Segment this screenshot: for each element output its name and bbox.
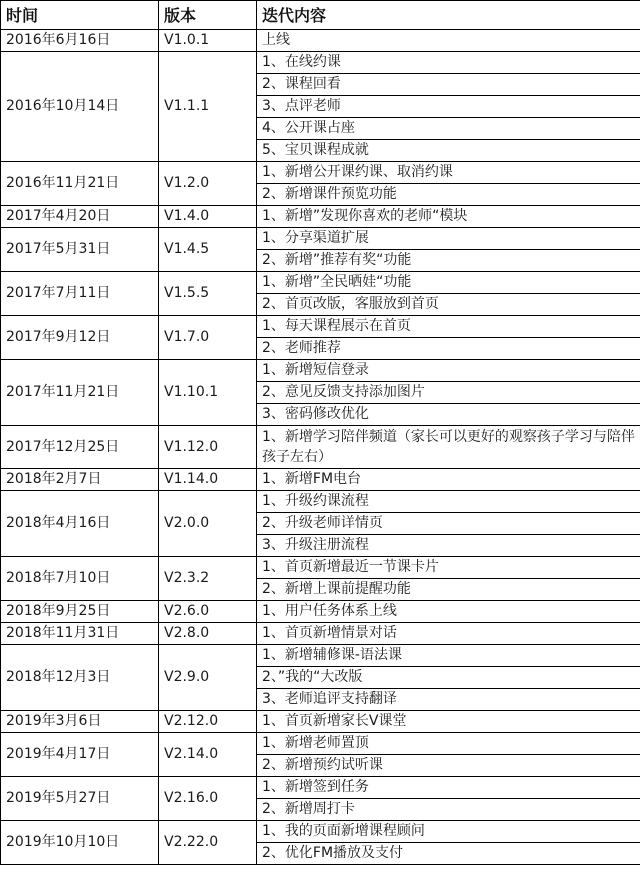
release-date: 2016年11月21日 — [1, 162, 159, 206]
release-version: V1.4.0 — [159, 206, 257, 228]
release-version: V1.12.0 — [159, 426, 257, 469]
release-version: V2.12.0 — [159, 711, 257, 733]
release-date: 2018年11月31日 — [1, 623, 159, 645]
release-version: V1.2.0 — [159, 162, 257, 206]
release-change-item: 3、密码修改优化 — [257, 404, 640, 426]
release-change-item: 4、公开课占座 — [257, 118, 640, 140]
release-change-item: 2、新增预约试听课 — [257, 755, 640, 777]
release-date: 2019年3月6日 — [1, 711, 159, 733]
table-row — [1, 272, 640, 294]
release-change-item: 1、我的页面新增课程顾问 — [257, 821, 640, 843]
table-row — [1, 426, 640, 469]
release-change-item: 5、宝贝课程成就 — [257, 140, 640, 162]
release-change-item: 1、每天课程展示在首页 — [257, 316, 640, 338]
table-row — [1, 206, 640, 228]
release-rows — [1, 30, 640, 865]
release-change-item: 3、点评老师 — [257, 96, 640, 118]
release-change-item: 2、首页改版，客服放到首页 — [257, 294, 640, 316]
release-version: V1.4.5 — [159, 228, 257, 272]
release-version: V1.7.0 — [159, 316, 257, 360]
release-change-item: 2、新增周打卡 — [257, 799, 640, 821]
table-row — [1, 623, 640, 645]
release-date: 2016年6月16日 — [1, 30, 159, 52]
release-change-item: 1、新增”全民晒娃“功能 — [257, 272, 640, 294]
release-date: 2016年10月14日 — [1, 52, 159, 162]
release-version: V1.0.1 — [159, 30, 257, 52]
release-change-item: 1、首页新增家长V课堂 — [257, 711, 640, 733]
release-change-item: 2、”我的“大改版 — [257, 667, 640, 689]
release-date: 2017年9月12日 — [1, 316, 159, 360]
table-row — [1, 777, 640, 799]
release-change-item: 1、新增辅修课-语法课 — [257, 645, 640, 667]
table-row — [1, 228, 640, 250]
release-change-item: 2、优化FM播放及支付 — [257, 843, 640, 865]
table-row — [1, 162, 640, 184]
release-change-item: 1、新增公开课约课、取消约课 — [257, 162, 640, 184]
header-version: 版本 — [159, 1, 257, 30]
header-changes: 迭代内容 — [257, 1, 640, 30]
release-change-item: 1、新增老师置顶 — [257, 733, 640, 755]
release-date: 2019年5月27日 — [1, 777, 159, 821]
release-change-item: 1、新增”发现你喜欢的老师“模块 — [257, 206, 640, 228]
release-date: 2018年2月7日 — [1, 469, 159, 491]
table-row — [1, 601, 640, 623]
release-version: V2.16.0 — [159, 777, 257, 821]
release-date: 2018年4月16日 — [1, 491, 159, 557]
table-row — [1, 557, 640, 579]
release-change-item: 1、新增学习陪伴频道（家长可以更好的观察孩子学习与陪伴孩子左右） — [257, 426, 640, 469]
table-row — [1, 30, 640, 52]
table-row — [1, 469, 640, 491]
release-change-item: 1、新增FM电台 — [257, 469, 640, 491]
table-row — [1, 711, 640, 733]
release-version: V2.6.0 — [159, 601, 257, 623]
release-version: V1.10.1 — [159, 360, 257, 426]
release-change-item: 1、用户任务体系上线 — [257, 601, 640, 623]
release-change-item: 1、在线约课 — [257, 52, 640, 74]
release-change-item: 2、意见反馈支持添加图片 — [257, 382, 640, 404]
table-row — [1, 645, 640, 667]
release-version: V2.22.0 — [159, 821, 257, 865]
table-row — [1, 821, 640, 843]
release-version: V2.0.0 — [159, 491, 257, 557]
release-version: V2.8.0 — [159, 623, 257, 645]
release-change-item: 1、新增短信登录 — [257, 360, 640, 382]
release-version: V2.3.2 — [159, 557, 257, 601]
release-date: 2019年4月17日 — [1, 733, 159, 777]
release-change-item: 3、老师追评支持翻译 — [257, 689, 640, 711]
table-row — [1, 491, 640, 513]
release-date: 2017年12月25日 — [1, 426, 159, 469]
release-change-item: 1、升级约课流程 — [257, 491, 640, 513]
release-date: 2017年4月20日 — [1, 206, 159, 228]
release-version: V2.14.0 — [159, 733, 257, 777]
table-row — [1, 316, 640, 338]
release-change-item: 3、升级注册流程 — [257, 535, 640, 557]
release-change-item: 2、升级老师详情页 — [257, 513, 640, 535]
release-change-item: 1、分享渠道扩展 — [257, 228, 640, 250]
header-date: 时间 — [1, 1, 159, 30]
release-version: V1.14.0 — [159, 469, 257, 491]
release-change-item: 2、新增课件预览功能 — [257, 184, 640, 206]
release-change-item: 上线 — [257, 30, 640, 52]
release-date: 2019年10月10日 — [1, 821, 159, 865]
release-date: 2018年9月25日 — [1, 601, 159, 623]
release-version: V2.9.0 — [159, 645, 257, 711]
table-row — [1, 733, 640, 755]
release-change-item: 2、新增上课前提醒功能 — [257, 579, 640, 601]
release-date: 2017年11月21日 — [1, 360, 159, 426]
release-change-item: 1、新增签到任务 — [257, 777, 640, 799]
release-date: 2018年7月10日 — [1, 557, 159, 601]
release-change-item: 1、首页新增情景对话 — [257, 623, 640, 645]
release-date: 2017年5月31日 — [1, 228, 159, 272]
release-change-item: 1、首页新增最近一节课卡片 — [257, 557, 640, 579]
release-change-item: 2、课程回看 — [257, 74, 640, 96]
table-row — [1, 360, 640, 382]
release-version: V1.5.5 — [159, 272, 257, 316]
release-version: V1.1.1 — [159, 52, 257, 162]
release-date: 2017年7月11日 — [1, 272, 159, 316]
table-row — [1, 52, 640, 74]
release-change-item: 2、老师推荐 — [257, 338, 640, 360]
release-change-item: 2、新增”推荐有奖“功能 — [257, 250, 640, 272]
release-date: 2018年12月3日 — [1, 645, 159, 711]
header-row — [1, 1, 640, 30]
